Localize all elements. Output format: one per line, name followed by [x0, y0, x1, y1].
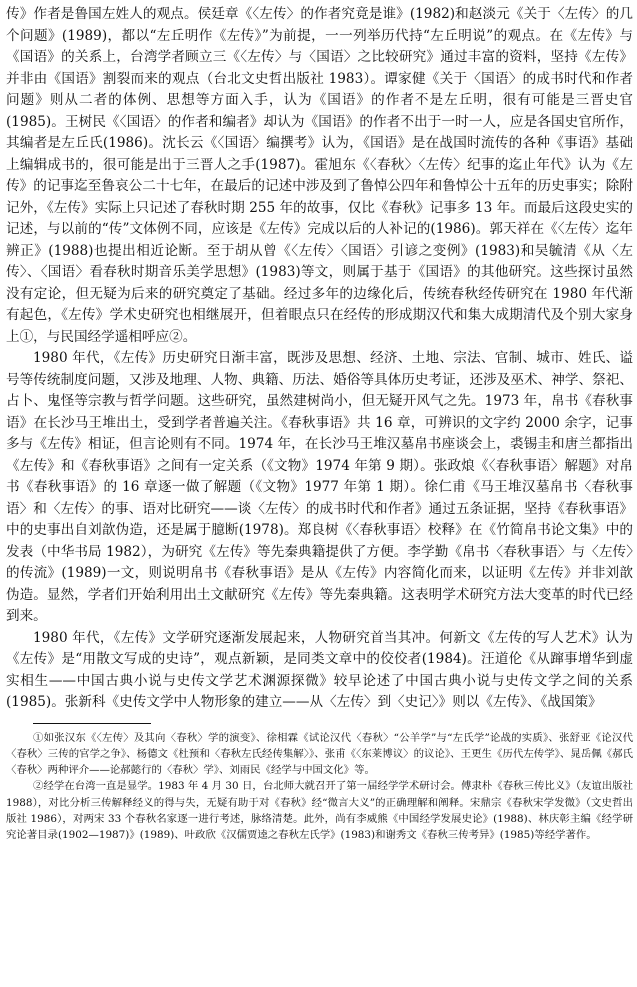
document-page: [6, 4, 633, 844]
footnote-divider: [33, 723, 151, 724]
body-paragraph-3: 1980 年代，《左传》文学研究逐渐发展起来，人物研究首当其冲。何新文《左传的写人艺术》认为《左传》是“用散文写成的史诗”，观点新颖，是同类文章中的佼佼者(1984)。汪道伦《从蹿事增华到虚实相生——中国古典小说与史传文学艺术渊源探微》较早论述了中国古典小说与史传文学之间的关系(1985)。张新科《史传文学中人物形象的建立——从〈左传〉到〈史记〉》则以《左传》、《战国策》: [6, 629, 633, 710]
body-paragraph-2: 1980 年代，《左传》历史研究日渐丰富，既涉及思想、经济、土地、宗法、官制、城市、姓氏、谥号等传统制度问题，又涉及地理、人物、典籍、历法、婚俗等具体历史考证，还涉及巫术、神学、祭祀、占卜、鬼怪等宗教与哲学问题。这些研究，虽然建树尚小，但无疑开风气之先。1973 年，帛书《春秋事语》在长沙马王堆出土，受到学者普遍关注。《春秋事语》共 16 章，可辨识的文字约 2000 余字，记事多与《左传》相证，但言论则有不同。1974 年，在长沙马王堆汉墓帛书座谈会上，裘锡圭和唐兰都指出《左传》和《春秋事语》之间有一定关系（《文物》1974 年第 9 期）。张政烺《〈春秋事语〉解题》对帛书《春秋事语》的 16 章逐一做了解题（《文物》1977 年第 1 期）。徐仁甫《马王堆汉墓帛书〈春秋事语〉和〈左传〉的事、语对比研究——谈〈左传〉的成书时代和作者》通过五条证据，坚持《春秋事语》中的史事出自刘歆伪造，还是属于臆断(1978)。郑良树《〈春秋事语〉校释》在《竹简帛书论文集》中的发表（中华书局 1982），为研究《左传》等先秦典籍提供了方便。李学勤《帛书〈春秋事语〉与〈左传〉的传流》(1989)一文，则说明帛书《春秋事语》是从《左传》内容简化而来，以证明《左传》并非刘歆伪造。显然，学者们开始利用出土文献研究《左传》等先秦典籍。这表明学术研究方法大变革的时代已经到来。: [6, 350, 633, 624]
body-paragraph-1: 传》作者是鲁国左姓人的观点。侯廷章《〈左传〉的作者究竟是谁》(1982)和赵淡元《关于〈左传〉的几个问题》(1989)，都以“左丘明作《左传》”为前提，一一列举历代持“左丘明说”的观点。在《左传》与《国语》的关系上，台湾学者顾立三《〈左传〉与〈国语〉之比较研究》通过丰富的资料，坚持《左传》并非由《国语》割裂而来的观点（台北文史哲出版社 1983）。谭家健《关于〈国语〉的成书时代和作者问题》则从二者的体例、思想等方面入手，认为《国语》的作者不是左丘明，很有可能是三晋史官(1985)。王树民《〈国语〉的作者和编者》却认为《国语》的作者不出于一时一人，应是各国史官所作，其编者是左丘氏(1986)。沈长云《〈国语〉编撰考》认为，《国语》是在战国时流传的各种《事语》基础上编辑成书的，很可能是出于三晋人之手(1987)。霍旭东《〈春秋〉〈左传〉纪事的迄止年代》认为《左传》的记事迄至鲁哀公二十七年，在最后的记述中涉及到了鲁悼公四年和鲁悼公十五年的历史事实；除附记外，《左传》实际上只记述了春秋时期 255 年的故事，仅比《春秋》记事多 13 年。而最后这段史实的记述，与以前的“传”文体例不同，应该是《左传》完成以后的人补记的(1986)。郭天祥在《〈左传〉迄年辨正》(1988)也提出相近论断。至于胡从曾《〈左传〉〈国语〉引谚之变例》(1983)和吴毓清《从〈左传〉、〈国语〉看春秋时期音乐美学思想》(1983)等文，则属于基于《国语》的其他研究。这些探讨虽然没有定论，但无疑为后来的研究奠定了基础。经过多年的边缘化后，传统春秋经传研究在 1980 年代渐有起色，《左传》学术史研究也相继展开，但着眼点只在经传的形成期汉代和集大成期清代及个别大家身上①，与民国经学遥相呼应②。: [6, 6, 633, 345]
footnote-1: ①如张汉东《〈左传〉及其向〈春秋〉学的演变》、徐相霖《试论汉代〈春秋〉“公羊学”与“左氏学”论战的实质》、张舒亚《论汉代〈春秋〉三传的官学之争》、杨德文《杜预和〈春秋左氏经传集解〉》、张甫《〈东莱博议〉的议论》、王更生《历代左传学》、晁岳佩《郝氏〈春秋〉两种评介——论郝懿行的〈春秋〉学》、刘雨民《经学与中国文化》等。: [6, 731, 633, 777]
footnote-2: ②经学在台湾一直是显学。1983 年 4 月 30 日，台北师大就召开了第一届经学学术研讨会。傅隶朴《春秋三传比义》（友谊出版社 1988），对比分析三传解释经义的得与失，无疑有助于对《春秋》经“微言大义”的正确理解和阐释。宋鼎宗《春秋宋学发微》（文史哲出版社 1986），对两宋 33 个春秋名家逐一进行考述，脉络清楚。此外，尚有李威熊《中国经学发展史论》(1988)、林庆彰主编《经学研究论著目录(1902—1987)》(1989)、叶政欣《汉儒贾逵之春秋左氏学》(1983)和谢秀文《春秋三传考异》(1985)等经学著作。: [6, 780, 633, 842]
